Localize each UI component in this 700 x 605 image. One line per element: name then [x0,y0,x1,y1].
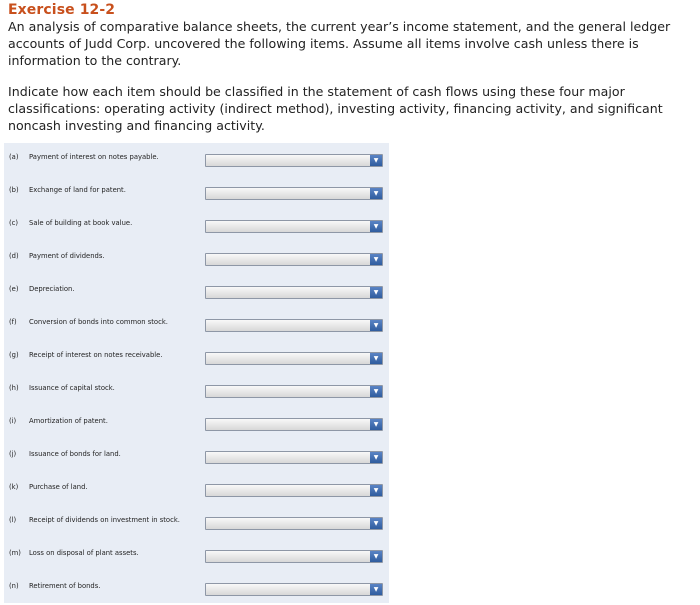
classification-select[interactable] [205,352,383,365]
classification-panel [4,143,389,603]
chevron-down-icon[interactable]: ▼ [370,254,382,265]
item-text: Payment of dividends. [29,252,105,260]
item-row [4,341,389,374]
item-text: Depreciation. [29,285,75,293]
exercise-intro: An analysis of comparative balance sheets, the current year’s income statement, and the general ledger accounts of Judd Corp. uncovered the following items. Assume all items involve cash unless there is information to the contrary. [8,19,671,68]
item-text: Issuance of bonds for land. [29,450,121,458]
chevron-down-icon[interactable]: ▼ [370,518,382,529]
item-letter: (e) [9,285,19,293]
classification-select[interactable] [205,154,383,167]
item-letter: (a) [9,153,19,161]
chevron-down-icon[interactable]: ▼ [370,485,382,496]
chevron-down-icon[interactable]: ▼ [370,353,382,364]
item-letter: (h) [9,384,19,392]
classification-select[interactable] [205,550,383,563]
classification-select[interactable] [205,187,383,200]
classification-select[interactable] [205,418,383,431]
classification-select[interactable] [205,484,383,497]
item-label [9,351,163,359]
classification-select[interactable] [205,583,383,596]
chevron-down-icon[interactable]: ▼ [370,320,382,331]
chevron-down-icon[interactable]: ▼ [370,551,382,562]
item-text: Receipt of dividends on investment in stock. [29,516,180,524]
item-text: Loss on disposal of plant assets. [29,549,139,557]
item-letter: (j) [9,450,17,458]
item-text: Purchase of land. [29,483,88,491]
chevron-down-icon[interactable]: ▼ [370,287,382,298]
item-row [4,506,389,539]
item-letter: (c) [9,219,19,227]
item-label [9,516,180,524]
classification-select[interactable] [205,220,383,233]
item-row [4,176,389,209]
exercise-instruction: Indicate how each item should be classified in the statement of cash flows using these four major classifications: operating activity (indirect method), investing activity, financing activity, and significant noncash investing and financing activity. [8,84,663,133]
chevron-down-icon[interactable]: ▼ [370,221,382,232]
classification-select[interactable] [205,451,383,464]
chevron-down-icon[interactable]: ▼ [370,155,382,166]
item-row [4,242,389,275]
item-label [9,549,139,557]
item-letter: (d) [9,252,19,260]
item-label [9,483,88,491]
item-letter: (n) [9,582,19,590]
item-text: Exchange of land for patent. [29,186,126,194]
exercise-title: Exercise 12-2 [8,2,116,18]
classification-select[interactable] [205,517,383,530]
item-label [9,153,159,161]
item-row [4,143,389,176]
item-letter: (m) [9,549,21,557]
classification-select[interactable] [205,253,383,266]
item-row [4,407,389,440]
chevron-down-icon[interactable]: ▼ [370,452,382,463]
item-row [4,572,389,605]
item-row [4,440,389,473]
item-label [9,582,100,590]
item-letter: (l) [9,516,17,524]
item-label [9,318,168,326]
item-text: Amortization of patent. [29,417,108,425]
item-letter: (f) [9,318,17,326]
item-row [4,209,389,242]
item-text: Receipt of interest on notes receivable. [29,351,163,359]
item-text: Issuance of capital stock. [29,384,115,392]
item-row [4,275,389,308]
item-row [4,473,389,506]
item-label [9,285,75,293]
classification-select[interactable] [205,286,383,299]
item-label [9,417,108,425]
item-text: Sale of building at book value. [29,219,133,227]
item-label [9,252,105,260]
classification-select[interactable] [205,319,383,332]
item-letter: (i) [9,417,17,425]
item-row [4,308,389,341]
item-letter: (k) [9,483,19,491]
chevron-down-icon[interactable]: ▼ [370,188,382,199]
item-text: Payment of interest on notes payable. [29,153,159,161]
chevron-down-icon[interactable]: ▼ [370,584,382,595]
item-text: Retirement of bonds. [29,582,101,590]
item-row [4,374,389,407]
chevron-down-icon[interactable]: ▼ [370,419,382,430]
chevron-down-icon[interactable]: ▼ [370,386,382,397]
classification-select[interactable] [205,385,383,398]
item-letter: (g) [9,351,19,359]
item-label [9,384,115,392]
item-row [4,539,389,572]
item-label [9,186,126,194]
item-label [9,450,121,458]
item-text: Conversion of bonds into common stock. [29,318,168,326]
item-letter: (b) [9,186,19,194]
item-label [9,219,132,227]
